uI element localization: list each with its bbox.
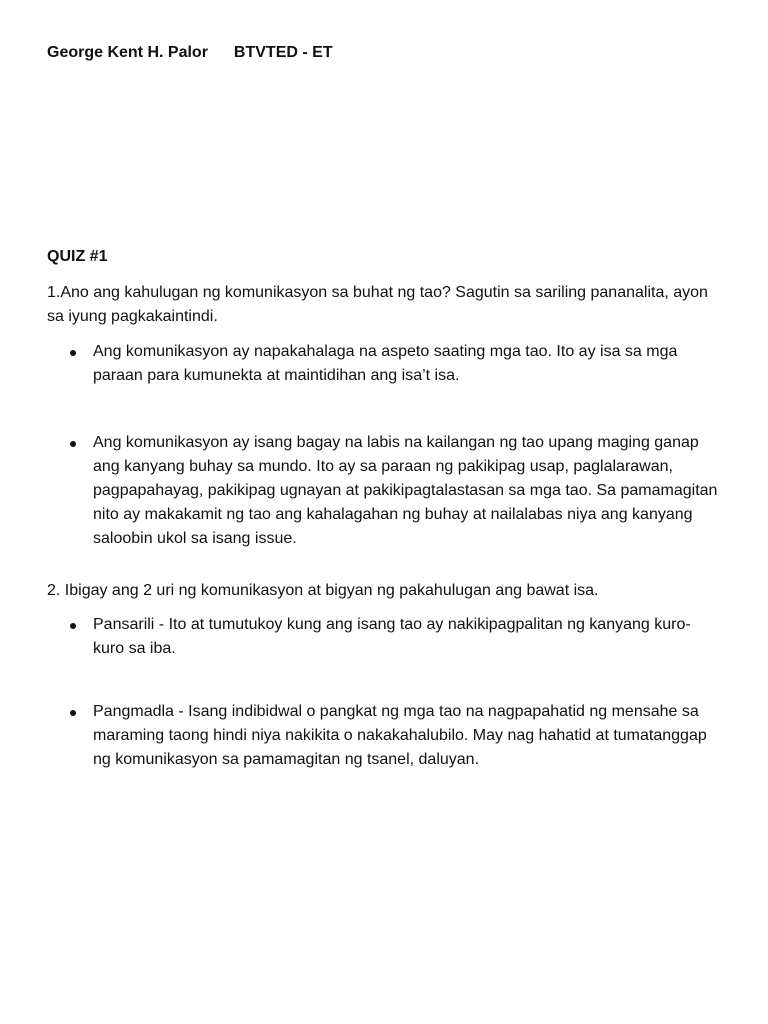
question-1: 1.Ano ang kahulugan ng komunikasyon sa buhat ng tao? Sagutin sa sariling pananalita, ayon sa iyung pagkakaintindi. — [47, 284, 708, 325]
bullet-icon — [70, 623, 76, 629]
student-name: George Kent H. Palor — [47, 44, 208, 61]
question-2: 2. Ibigay ang 2 uri ng komunikasyon at bigyan ng pakahulugan ang bawat isa. — [47, 582, 599, 599]
answer-2-2 — [93, 700, 721, 772]
answer-text: Pangmadla - Isang indibidwal o pangkat ng mga tao na nagpapahatid ng mensahe sa maraming taong hindi niya nakikita o nakakahalubilo. May nag hahatid at tumatanggap ng komunikasyon sa pamamagitan ng tsanel, daluyan. — [93, 703, 707, 768]
answer-1-2 — [93, 431, 721, 551]
quiz-title: QUIZ #1 — [47, 248, 108, 265]
answer-text: Pansarili - Ito at tumutukoy kung ang isang tao ay nakikipagpalitan ng kanyang kuro-kuro sa iba. — [93, 616, 691, 657]
answer-1-1 — [93, 340, 721, 388]
bullet-icon — [70, 441, 76, 447]
bullet-icon — [70, 350, 76, 356]
answer-text: Ang komunikasyon ay isang bagay na labis na kailangan ng tao upang maging ganap ang kanyang buhay sa mundo. Ito ay sa paraan ng pakikipag usap, paglalarawan, pagpapahayag, pakikipag ugnayan at pakikipagtalastasan sa mga tao. Sa pamamagitan nito ay makakamit ng tao ang kahalagahan ng buhay at nailalabas niya ang kanyang saloobin ukol sa isang issue. — [93, 434, 718, 547]
student-course: BTVTED - ET — [233, 44, 333, 61]
document-header — [47, 44, 333, 62]
bullet-icon — [70, 710, 76, 716]
answer-text: Ang komunikasyon ay napakahalaga na aspeto saating mga tao. Ito ay isa sa mga paraan para kumunekta at maintidihan ang isa’t isa. — [93, 343, 678, 384]
answer-2-1 — [93, 613, 721, 661]
